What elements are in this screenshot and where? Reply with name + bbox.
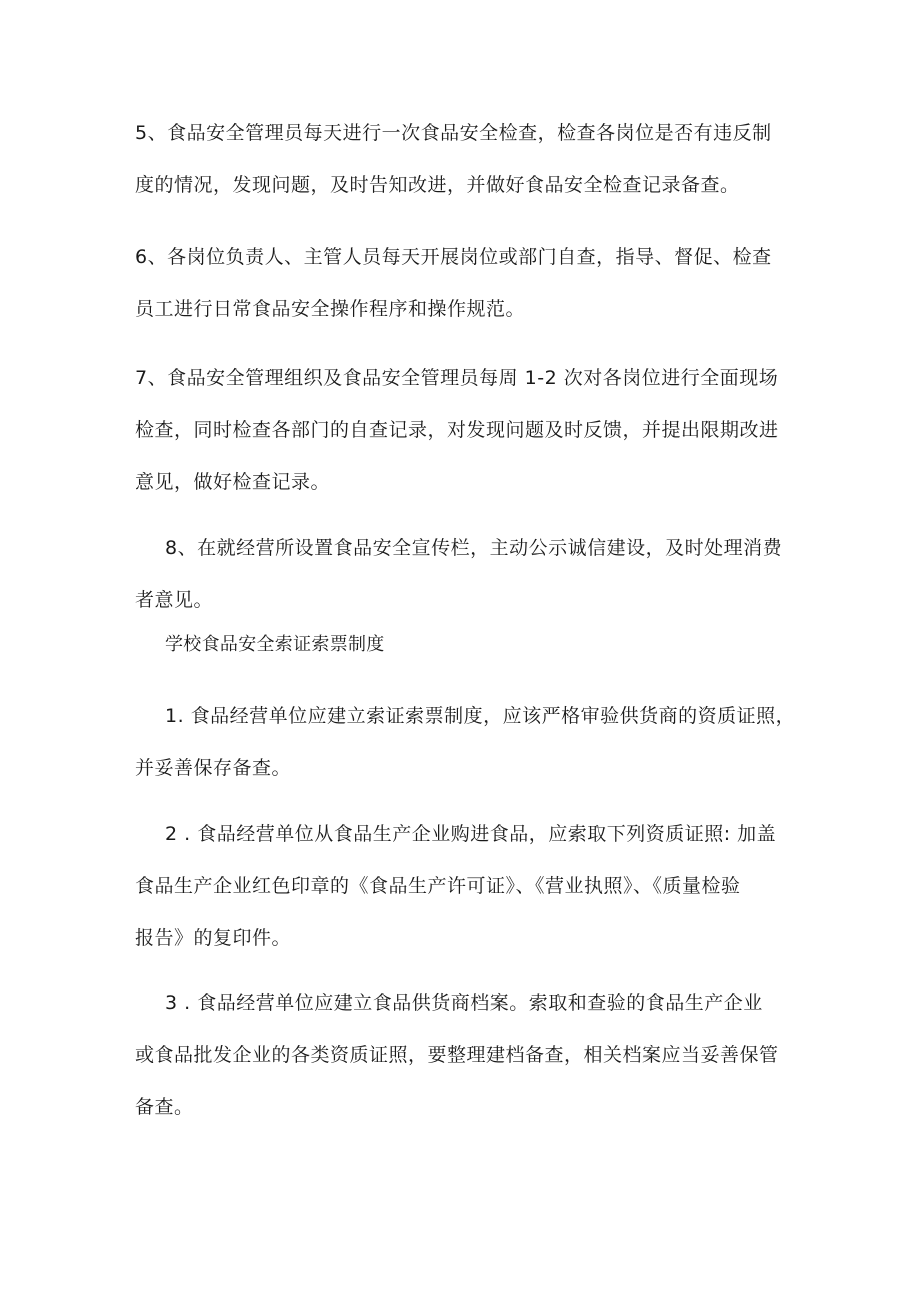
paragraph-5-line-1: 5、食品安全管理员每天进行一次食品安全检查，检查各岗位是否有违反制 xyxy=(135,122,772,144)
item-1 xyxy=(135,690,795,794)
item-2-line-1: 2 . 食品经营单位从食品生产企业购进食品，应索取下列资质证照: 加盖 xyxy=(165,823,777,845)
paragraph-6-line-1: 6、各岗位负责人、主管人员每天开展岗位或部门自查，指导、督促、检查 xyxy=(135,246,772,268)
item-3-line-2: 或食品批发企业的各类资质证照，要整理建档备查，相关档案应当妥善保管 xyxy=(135,1044,779,1066)
item-1-line-2: 并妥善保存备查。 xyxy=(135,757,292,779)
paragraph-5 xyxy=(135,107,795,211)
item-2 xyxy=(135,808,795,964)
paragraph-8-line-2: 者意见。 xyxy=(135,589,214,611)
paragraph-7-line-2: 检查，同时检查各部门的自查记录，对发现问题及时反馈，并提出限期改进 xyxy=(135,419,779,441)
item-2-line-2: 食品生产企业红色印章的《食品生产许可证》、《营业执照》、《质量检验 xyxy=(135,875,741,897)
paragraph-5-line-2: 度的情况，发现问题，及时告知改进，并做好食品安全检查记录备查。 xyxy=(135,174,740,196)
paragraph-8-line-1: 8、在就经营所设置食品安全宣传栏，主动公示诚信建设，及时处理消费 xyxy=(165,537,783,559)
paragraph-7 xyxy=(135,352,795,508)
item-3 xyxy=(135,977,795,1133)
paragraph-7-line-3: 意见，做好检查记录。 xyxy=(135,471,331,493)
paragraph-7-line-1: 7、食品安全管理组织及食品安全管理员每周 1-2 次对各岗位进行全面现场 xyxy=(135,367,779,389)
paragraph-6-line-2: 员工进行日常食品安全操作程序和操作规范。 xyxy=(135,298,526,320)
item-3-line-1: 3 . 食品经营单位应建立食品供货商档案。索取和查验的食品生产企业 xyxy=(165,992,763,1014)
item-1-line-1: 1. 食品经营单位应建立索证索票制度，应该严格审验供货商的资质证照， xyxy=(165,705,796,727)
paragraph-8 xyxy=(135,522,795,626)
section-title: 学校食品安全索证索票制度 xyxy=(165,634,385,655)
paragraph-6 xyxy=(135,231,795,335)
item-2-line-3: 报告》的复印件。 xyxy=(135,927,292,949)
item-3-line-3: 备查。 xyxy=(135,1096,194,1118)
